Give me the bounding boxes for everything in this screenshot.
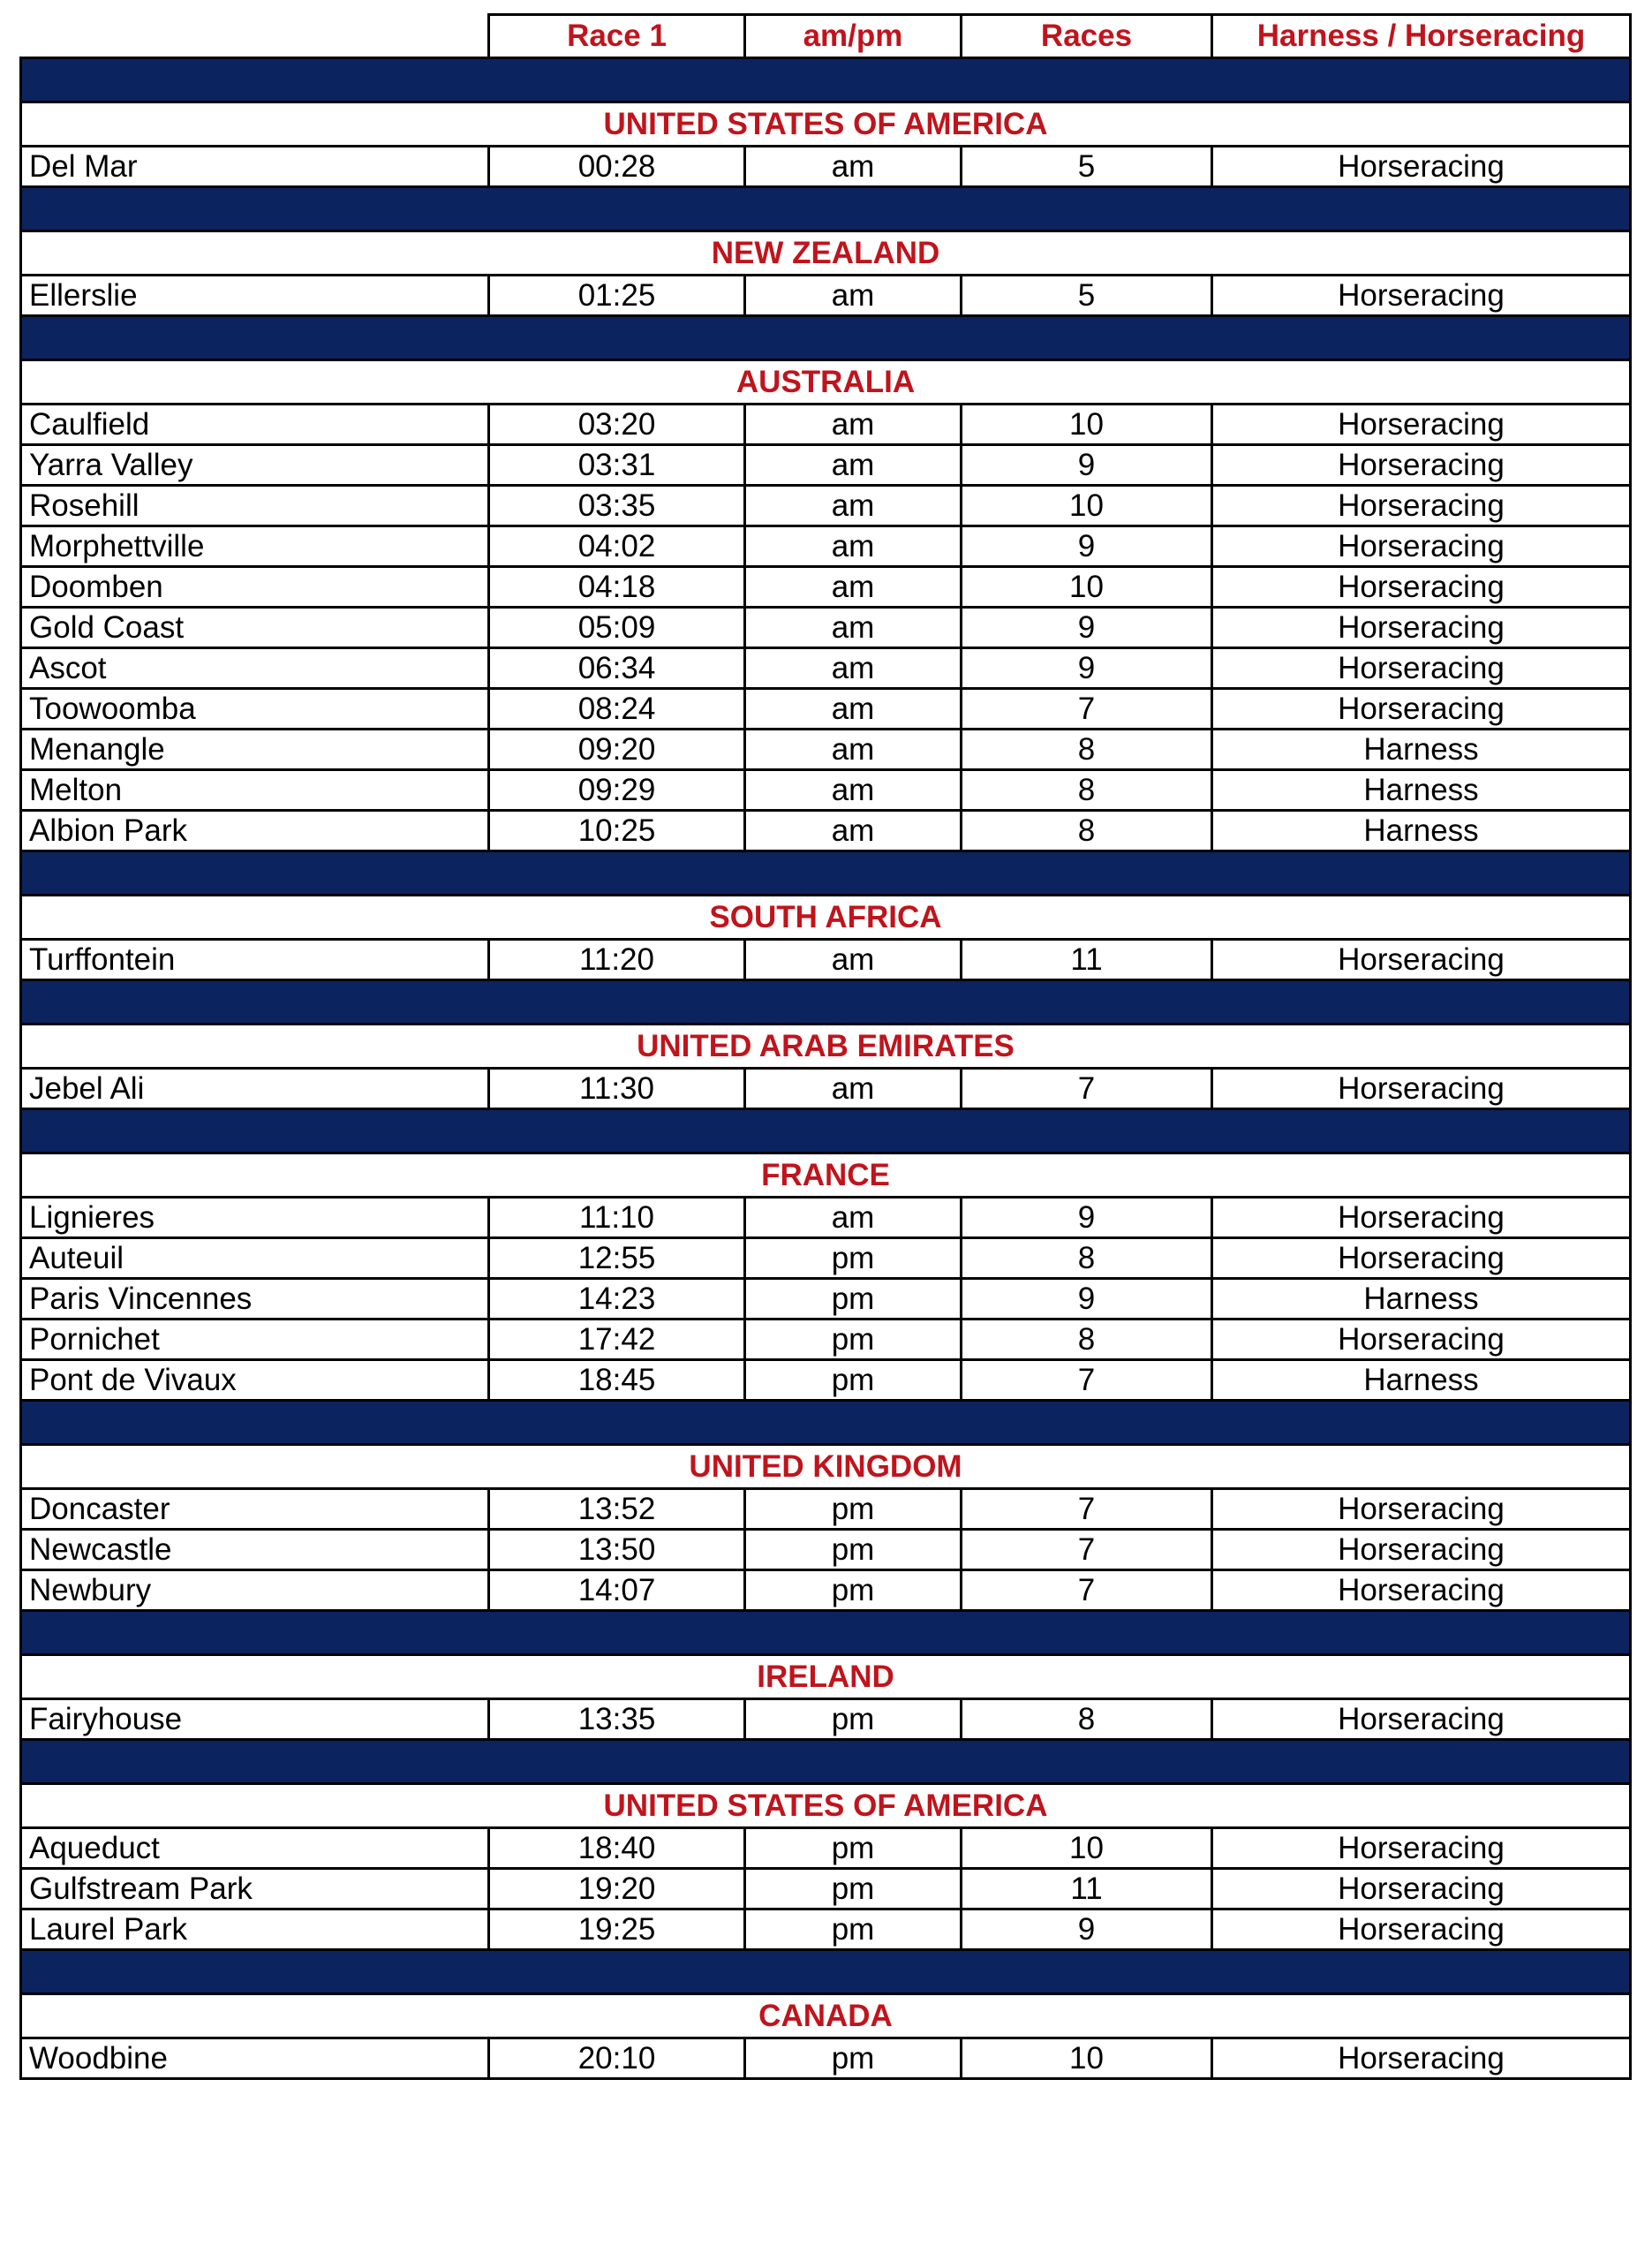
- race1-time-cell: 11:10: [489, 1198, 745, 1238]
- table-row: [21, 486, 1631, 526]
- venue-cell: Melton: [21, 770, 489, 811]
- race1-time-cell: 00:28: [489, 147, 745, 187]
- table-row: [21, 1489, 1631, 1530]
- header-races: Races: [962, 15, 1212, 58]
- country-heading-row: [21, 1025, 1631, 1069]
- separator-cell: [21, 1401, 1631, 1445]
- races-count-cell: 7: [962, 689, 1212, 730]
- table-row: [21, 689, 1631, 730]
- race-type-cell: Harness: [1212, 1279, 1631, 1320]
- venue-cell: Paris Vincennes: [21, 1279, 489, 1320]
- race1-time-cell: 19:20: [489, 1869, 745, 1909]
- race1-time-cell: 12:55: [489, 1238, 745, 1279]
- races-count-cell: 8: [962, 1320, 1212, 1360]
- races-count-cell: 8: [962, 1238, 1212, 1279]
- venue-cell: Auteuil: [21, 1238, 489, 1279]
- race-type-cell: Harness: [1212, 770, 1631, 811]
- race-schedule-table: [19, 13, 1632, 2080]
- races-count-cell: 11: [962, 940, 1212, 980]
- ampm-cell: am: [745, 608, 962, 648]
- ampm-cell: am: [745, 147, 962, 187]
- races-count-cell: 9: [962, 648, 1212, 689]
- table-row: [21, 1909, 1631, 1950]
- ampm-cell: am: [745, 405, 962, 445]
- separator-cell: [21, 58, 1631, 102]
- section-separator-band: [21, 851, 1631, 896]
- table-row: [21, 2038, 1631, 2079]
- table-row: [21, 1279, 1631, 1320]
- race1-time-cell: 13:50: [489, 1530, 745, 1570]
- table-row: [21, 1238, 1631, 1279]
- country-heading: SOUTH AFRICA: [21, 896, 1631, 940]
- race-type-cell: Horseracing: [1212, 1909, 1631, 1950]
- races-count-cell: 5: [962, 147, 1212, 187]
- table-row: [21, 526, 1631, 567]
- country-heading-row: [21, 1445, 1631, 1489]
- country-heading-row: [21, 896, 1631, 940]
- section-separator-band: [21, 1611, 1631, 1655]
- ampm-cell: pm: [745, 1238, 962, 1279]
- header-race1: Race 1: [489, 15, 745, 58]
- ampm-cell: am: [745, 276, 962, 316]
- table-row: [21, 1869, 1631, 1909]
- races-count-cell: 9: [962, 608, 1212, 648]
- race-schedule-sheet: [19, 13, 1629, 2080]
- race-type-cell: Horseracing: [1212, 648, 1631, 689]
- ampm-cell: am: [745, 526, 962, 567]
- ampm-cell: pm: [745, 1530, 962, 1570]
- section-separator-band: [21, 316, 1631, 360]
- table-row: [21, 1699, 1631, 1740]
- venue-cell: Morphettville: [21, 526, 489, 567]
- race1-time-cell: 17:42: [489, 1320, 745, 1360]
- race1-time-cell: 05:09: [489, 608, 745, 648]
- race1-time-cell: 20:10: [489, 2038, 745, 2079]
- table-row: [21, 147, 1631, 187]
- races-count-cell: 10: [962, 2038, 1212, 2079]
- table-row: [21, 1530, 1631, 1570]
- ampm-cell: pm: [745, 1699, 962, 1740]
- table-row: [21, 730, 1631, 770]
- section-separator-band: [21, 1950, 1631, 1994]
- race-type-cell: Horseracing: [1212, 1069, 1631, 1109]
- races-count-cell: 9: [962, 1279, 1212, 1320]
- header-blank-cell: [21, 15, 489, 58]
- races-count-cell: 10: [962, 486, 1212, 526]
- race-type-cell: Horseracing: [1212, 1489, 1631, 1530]
- venue-cell: Gold Coast: [21, 608, 489, 648]
- table-row: [21, 811, 1631, 851]
- country-heading-row: [21, 360, 1631, 405]
- race-type-cell: Horseracing: [1212, 147, 1631, 187]
- ampm-cell: am: [745, 811, 962, 851]
- ampm-cell: pm: [745, 1828, 962, 1869]
- ampm-cell: pm: [745, 1869, 962, 1909]
- ampm-cell: pm: [745, 1570, 962, 1611]
- race-type-cell: Horseracing: [1212, 689, 1631, 730]
- races-count-cell: 7: [962, 1530, 1212, 1570]
- separator-cell: [21, 1740, 1631, 1784]
- table-row: [21, 1828, 1631, 1869]
- races-count-cell: 9: [962, 445, 1212, 486]
- header-type: Harness / Horseracing: [1212, 15, 1631, 58]
- races-count-cell: 9: [962, 526, 1212, 567]
- venue-cell: Gulfstream Park: [21, 1869, 489, 1909]
- venue-cell: Lignieres: [21, 1198, 489, 1238]
- race-type-cell: Harness: [1212, 811, 1631, 851]
- venue-cell: Ascot: [21, 648, 489, 689]
- race-type-cell: Horseracing: [1212, 1869, 1631, 1909]
- races-count-cell: 7: [962, 1069, 1212, 1109]
- ampm-cell: pm: [745, 1320, 962, 1360]
- separator-cell: [21, 851, 1631, 896]
- table-row: [21, 770, 1631, 811]
- races-count-cell: 10: [962, 567, 1212, 608]
- table-row: [21, 405, 1631, 445]
- venue-cell: Turffontein: [21, 940, 489, 980]
- country-heading-row: [21, 1153, 1631, 1198]
- table-row: [21, 567, 1631, 608]
- race1-time-cell: 11:20: [489, 940, 745, 980]
- section-separator-band: [21, 980, 1631, 1025]
- separator-cell: [21, 1611, 1631, 1655]
- country-heading: UNITED STATES OF AMERICA: [21, 1784, 1631, 1828]
- race1-time-cell: 04:02: [489, 526, 745, 567]
- race-type-cell: Horseracing: [1212, 567, 1631, 608]
- section-separator-band: [21, 187, 1631, 231]
- venue-cell: Doncaster: [21, 1489, 489, 1530]
- table-row: [21, 1360, 1631, 1401]
- header-row: [21, 15, 1631, 58]
- ampm-cell: pm: [745, 1489, 962, 1530]
- race1-time-cell: 13:52: [489, 1489, 745, 1530]
- table-row: [21, 940, 1631, 980]
- ampm-cell: am: [745, 1069, 962, 1109]
- venue-cell: Doomben: [21, 567, 489, 608]
- venue-cell: Fairyhouse: [21, 1699, 489, 1740]
- table-row: [21, 608, 1631, 648]
- venue-cell: Yarra Valley: [21, 445, 489, 486]
- separator-cell: [21, 1109, 1631, 1153]
- races-count-cell: 7: [962, 1360, 1212, 1401]
- race1-time-cell: 14:07: [489, 1570, 745, 1611]
- race-type-cell: Horseracing: [1212, 445, 1631, 486]
- race1-time-cell: 06:34: [489, 648, 745, 689]
- race-type-cell: Harness: [1212, 730, 1631, 770]
- country-heading: FRANCE: [21, 1153, 1631, 1198]
- country-heading: UNITED KINGDOM: [21, 1445, 1631, 1489]
- races-count-cell: 10: [962, 405, 1212, 445]
- race1-time-cell: 03:20: [489, 405, 745, 445]
- separator-cell: [21, 316, 1631, 360]
- country-heading-row: [21, 231, 1631, 276]
- races-count-cell: 11: [962, 1869, 1212, 1909]
- races-count-cell: 9: [962, 1909, 1212, 1950]
- race-type-cell: Horseracing: [1212, 1828, 1631, 1869]
- race-type-cell: Horseracing: [1212, 608, 1631, 648]
- race-type-cell: Horseracing: [1212, 1530, 1631, 1570]
- country-heading: AUSTRALIA: [21, 360, 1631, 405]
- table-row: [21, 1198, 1631, 1238]
- race-type-cell: Horseracing: [1212, 2038, 1631, 2079]
- race1-time-cell: 09:29: [489, 770, 745, 811]
- venue-cell: Rosehill: [21, 486, 489, 526]
- races-count-cell: 8: [962, 730, 1212, 770]
- race1-time-cell: 09:20: [489, 730, 745, 770]
- races-count-cell: 8: [962, 811, 1212, 851]
- ampm-cell: am: [745, 730, 962, 770]
- race-type-cell: Harness: [1212, 1360, 1631, 1401]
- race1-time-cell: 18:40: [489, 1828, 745, 1869]
- table-row: [21, 1570, 1631, 1611]
- race-type-cell: Horseracing: [1212, 486, 1631, 526]
- races-count-cell: 10: [962, 1828, 1212, 1869]
- ampm-cell: am: [745, 1198, 962, 1238]
- race1-time-cell: 11:30: [489, 1069, 745, 1109]
- race-type-cell: Horseracing: [1212, 526, 1631, 567]
- venue-cell: Newbury: [21, 1570, 489, 1611]
- ampm-cell: am: [745, 940, 962, 980]
- race1-time-cell: 18:45: [489, 1360, 745, 1401]
- races-count-cell: 8: [962, 1699, 1212, 1740]
- section-separator-band: [21, 1109, 1631, 1153]
- races-count-cell: 9: [962, 1198, 1212, 1238]
- venue-cell: Albion Park: [21, 811, 489, 851]
- race-type-cell: Horseracing: [1212, 1699, 1631, 1740]
- race-type-cell: Horseracing: [1212, 1198, 1631, 1238]
- venue-cell: Pornichet: [21, 1320, 489, 1360]
- race-type-cell: Horseracing: [1212, 276, 1631, 316]
- ampm-cell: am: [745, 486, 962, 526]
- venue-cell: Aqueduct: [21, 1828, 489, 1869]
- section-separator-band: [21, 58, 1631, 102]
- race1-time-cell: 13:35: [489, 1699, 745, 1740]
- venue-cell: Laurel Park: [21, 1909, 489, 1950]
- ampm-cell: am: [745, 648, 962, 689]
- venue-cell: Jebel Ali: [21, 1069, 489, 1109]
- venue-cell: Toowoomba: [21, 689, 489, 730]
- table-row: [21, 1069, 1631, 1109]
- section-separator-band: [21, 1740, 1631, 1784]
- ampm-cell: pm: [745, 2038, 962, 2079]
- race1-time-cell: 04:18: [489, 567, 745, 608]
- table-row: [21, 445, 1631, 486]
- country-heading-row: [21, 1784, 1631, 1828]
- venue-cell: Newcastle: [21, 1530, 489, 1570]
- country-heading: IRELAND: [21, 1655, 1631, 1699]
- race1-time-cell: 03:35: [489, 486, 745, 526]
- race1-time-cell: 03:31: [489, 445, 745, 486]
- race-type-cell: Horseracing: [1212, 1238, 1631, 1279]
- races-count-cell: 7: [962, 1489, 1212, 1530]
- ampm-cell: am: [745, 770, 962, 811]
- venue-cell: Menangle: [21, 730, 489, 770]
- country-heading: UNITED ARAB EMIRATES: [21, 1025, 1631, 1069]
- separator-cell: [21, 187, 1631, 231]
- races-count-cell: 7: [962, 1570, 1212, 1611]
- race-type-cell: Horseracing: [1212, 940, 1631, 980]
- race1-time-cell: 19:25: [489, 1909, 745, 1950]
- race-type-cell: Horseracing: [1212, 405, 1631, 445]
- ampm-cell: pm: [745, 1279, 962, 1320]
- venue-cell: Del Mar: [21, 147, 489, 187]
- separator-cell: [21, 1950, 1631, 1994]
- races-count-cell: 8: [962, 770, 1212, 811]
- race-type-cell: Horseracing: [1212, 1320, 1631, 1360]
- separator-cell: [21, 980, 1631, 1025]
- section-separator-band: [21, 1401, 1631, 1445]
- header-ampm: am/pm: [745, 15, 962, 58]
- country-heading-row: [21, 1994, 1631, 2038]
- venue-cell: Woodbine: [21, 2038, 489, 2079]
- country-heading-row: [21, 102, 1631, 147]
- race1-time-cell: 08:24: [489, 689, 745, 730]
- ampm-cell: am: [745, 689, 962, 730]
- table-row: [21, 1320, 1631, 1360]
- race1-time-cell: 10:25: [489, 811, 745, 851]
- venue-cell: Ellerslie: [21, 276, 489, 316]
- races-count-cell: 5: [962, 276, 1212, 316]
- ampm-cell: pm: [745, 1909, 962, 1950]
- race1-time-cell: 14:23: [489, 1279, 745, 1320]
- country-heading-row: [21, 1655, 1631, 1699]
- country-heading: UNITED STATES OF AMERICA: [21, 102, 1631, 147]
- table-row: [21, 276, 1631, 316]
- race-type-cell: Horseracing: [1212, 1570, 1631, 1611]
- country-heading: CANADA: [21, 1994, 1631, 2038]
- race1-time-cell: 01:25: [489, 276, 745, 316]
- venue-cell: Caulfield: [21, 405, 489, 445]
- table-row: [21, 648, 1631, 689]
- ampm-cell: am: [745, 567, 962, 608]
- venue-cell: Pont de Vivaux: [21, 1360, 489, 1401]
- country-heading: NEW ZEALAND: [21, 231, 1631, 276]
- ampm-cell: pm: [745, 1360, 962, 1401]
- ampm-cell: am: [745, 445, 962, 486]
